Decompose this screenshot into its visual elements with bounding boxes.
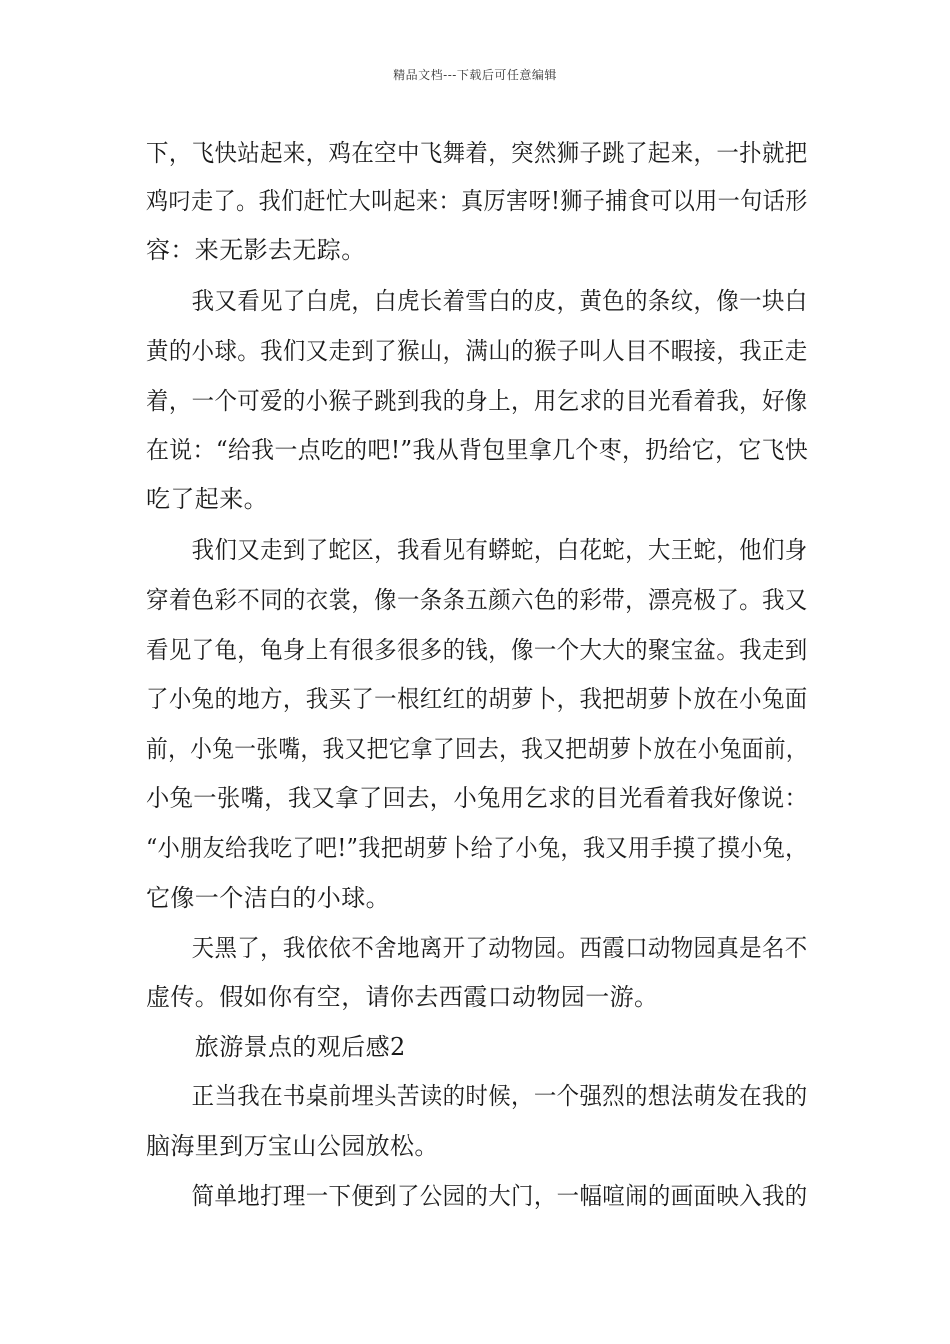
text-line: 脑海里到万宝山公园放松。 [146, 1132, 439, 1160]
text-line: 它像一个洁白的小球。 [146, 884, 390, 912]
text-line: 黄的小球。我们又走到了猴山，满山的猴子叫人目不暇接，我正走 [146, 337, 808, 365]
page-header: 精品文档---下载后可任意编辑 [393, 68, 557, 82]
text-line: 我又看见了白虎，白虎长着雪白的皮，黄色的条纹，像一块白 [146, 287, 808, 315]
text-line: 着，一个可爱的小猴子跳到我的身上，用乞求的目光看着我，好像 [146, 387, 808, 415]
text-line: 旅游景点的观后感2 [146, 1033, 406, 1061]
text-line: 下，飞快站起来，鸡在空中飞舞着，突然狮子跳了起来，一扑就把 [146, 139, 808, 167]
text-line: 天黑了，我依依不舍地离开了动物园。西霞口动物园真是名不 [146, 934, 808, 962]
text-line: 我们又走到了蛇区，我看见有蟒蛇，白花蛇，大王蛇，他们身 [146, 536, 808, 564]
text-line: 容：来无影去无踪。 [146, 236, 366, 264]
text-line: 简单地打理一下便到了公园的大门，一幅喧闹的画面映入我的 [146, 1182, 808, 1210]
text-line: 虚传。假如你有空，请你去西霞口动物园一游。 [146, 983, 659, 1011]
text-line: 在说：“给我一点吃的吧!”我从背包里拿几个枣，扔给它，它飞快 [146, 436, 809, 464]
text-line: 鸡叼走了。我们赶忙大叫起来：真厉害呀!狮子捕食可以用一句话形 [146, 187, 808, 215]
text-line: 吃了起来。 [146, 485, 268, 513]
text-line: 小兔一张嘴，我又拿了回去，小兔用乞求的目光看着我好像说： [146, 784, 809, 812]
text-line: “小朋友给我吃了吧!”我把胡萝卜给了小兔，我又用手摸了摸小兔， [146, 834, 808, 862]
text-line: 了小兔的地方，我买了一根红红的胡萝卜，我把胡萝卜放在小兔面 [146, 685, 808, 713]
text-line: 看见了龟，龟身上有很多很多的钱，像一个大大的聚宝盆。我走到 [146, 636, 808, 664]
text-line: 前，小兔一张嘴，我又把它拿了回去，我又把胡萝卜放在小兔面前， [146, 735, 808, 763]
text-line: 正当我在书桌前埋头苦读的时候，一个强烈的想法萌发在我的 [146, 1082, 808, 1110]
text-line: 穿着色彩不同的衣裳，像一条条五颜六色的彩带，漂亮极了。我又 [146, 586, 808, 614]
